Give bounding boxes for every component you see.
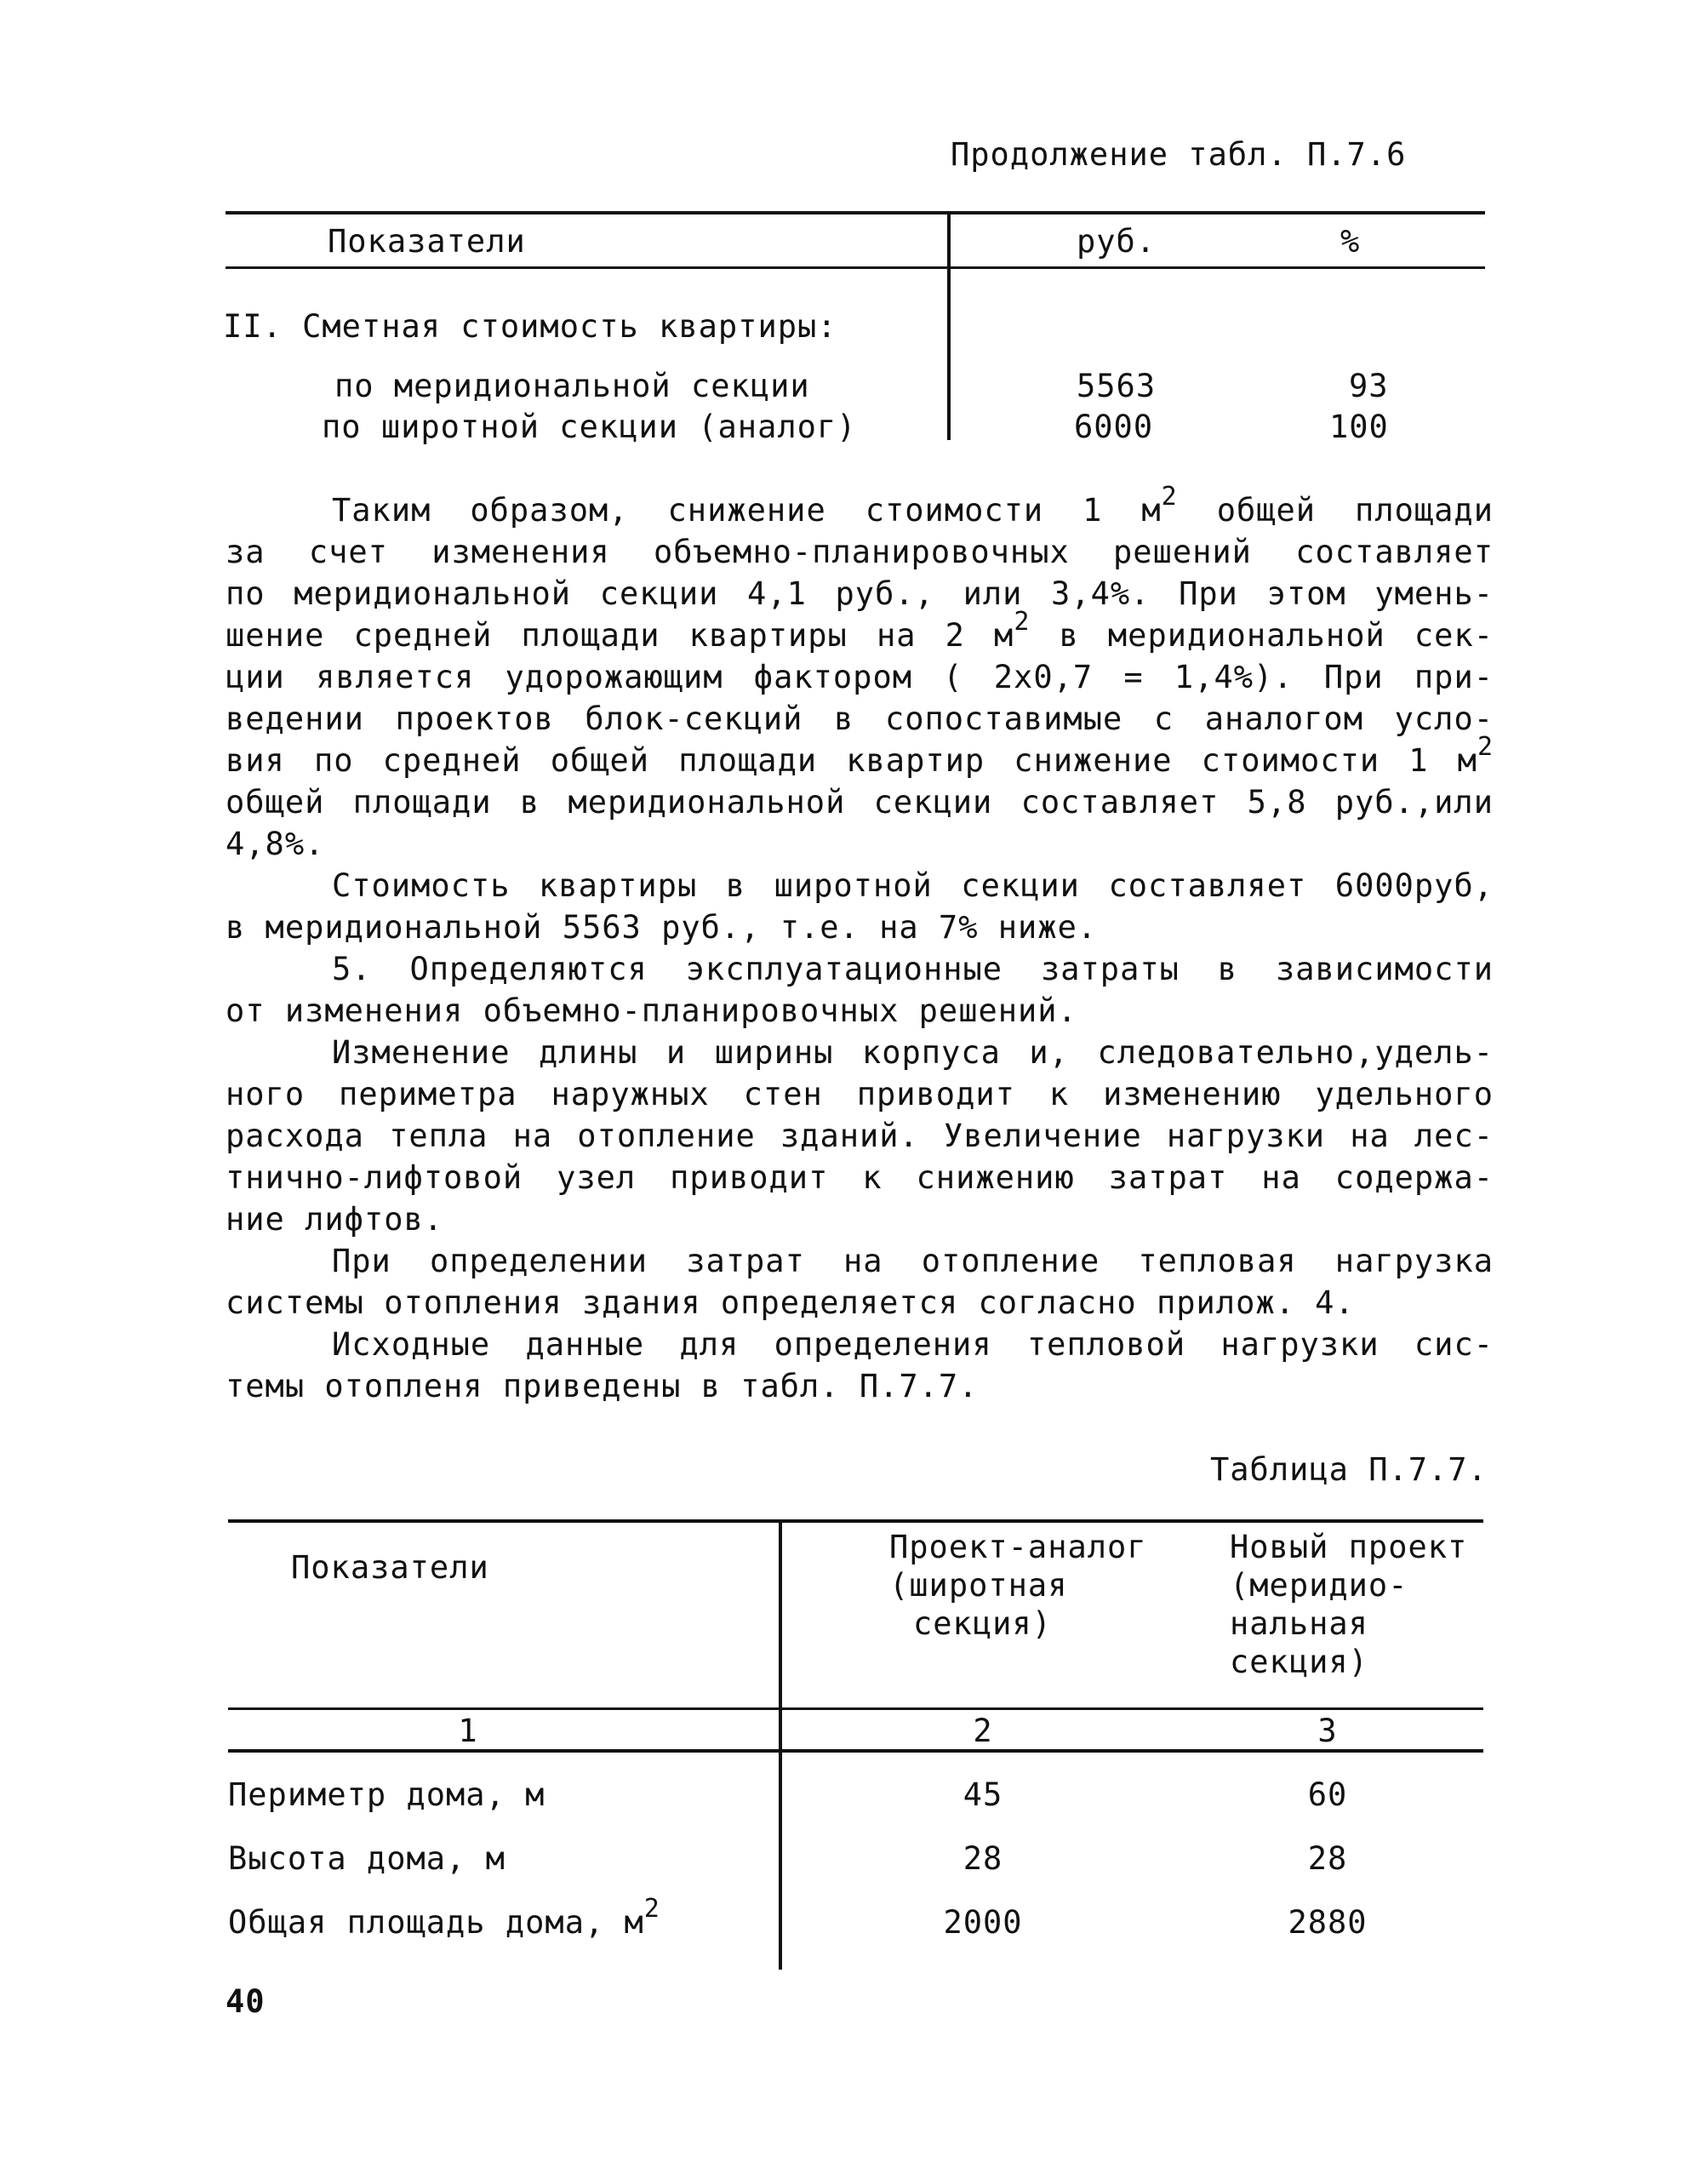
text-line: Таким образом, снижение стоимости 1 $м^2$ общей площади: [332, 481, 1494, 529]
text-line: в меридиональной 5563 руб., т.е. на 7% ниже.: [226, 909, 1098, 946]
header-line: Проект-аналог: [889, 1529, 1147, 1565]
header-line: секция): [1230, 1644, 1368, 1680]
header-line: секция): [913, 1605, 1052, 1642]
table2-number-rule: [228, 1749, 1483, 1753]
table2-header-rule: [228, 1707, 1483, 1710]
table2-row-analog: 2000: [943, 1904, 1023, 1941]
table1-header-rule: [226, 266, 1485, 269]
table2-caption: Таблица П.7.7.: [1210, 1451, 1488, 1488]
table1-column-divider: [947, 214, 951, 440]
text-line: тнично-лифтовой узел приводит к снижению затрат на содержа-: [226, 1159, 1494, 1196]
table1-row-label: по широтной секции (аналог): [322, 409, 857, 445]
paragraph-heating-load: [226, 1240, 1494, 1324]
text-line: от изменения объемно-планировочных решений.: [226, 992, 1077, 1029]
text-line: ведении проектов блок-секций в сопоставимые с аналогом усло-: [226, 701, 1494, 737]
table2-row-analog: 28: [963, 1840, 1003, 1877]
text-line: При определении затрат на отопление тепловая нагрузка: [332, 1243, 1494, 1279]
table1-header-rub: руб.: [1077, 223, 1157, 260]
table1-row-pct: 93: [1349, 368, 1389, 404]
text-line: темы отопленя приведены в табл. П.7.7.: [226, 1368, 979, 1404]
text-line: Стоимость квартиры в широтной секции составляет 6000руб,: [332, 867, 1494, 904]
text-line: 4,8%.: [226, 826, 325, 862]
table1-caption: Продолжение табл. П.7.6: [951, 136, 1407, 173]
table1-header-pct: %: [1340, 223, 1361, 260]
table2-col-number: 3: [1317, 1713, 1338, 1749]
text-line: Изменение длины и ширины корпуса и, следовательно,удель-: [332, 1034, 1494, 1071]
text-line: системы отопления здания определяется согласно прилож. 4.: [226, 1284, 1355, 1321]
table2-row-new: 60: [1307, 1776, 1348, 1813]
table2-row-label: Периметр дома, м: [228, 1776, 546, 1813]
table2-row-analog: 45: [963, 1776, 1003, 1813]
table1-header-indicator: Показатели: [328, 223, 526, 260]
text-line: ного периметра наружных стен приводит к изменению удельного: [226, 1076, 1494, 1112]
paragraph-operating-costs: [226, 948, 1494, 1032]
table1-row-rub: 5563: [1077, 368, 1157, 404]
text-line: расхода тепла на отопление зданий. Увеличение нагрузки на лес-: [226, 1118, 1494, 1154]
header-line: нальная: [1230, 1605, 1368, 1642]
table1-row-pct: 100: [1329, 409, 1389, 445]
table2-header-indicator: Показатели: [291, 1549, 489, 1586]
table1-top-rule: [226, 211, 1485, 214]
text-line: по меридиональной секции 4,1 руб., или 3,4%. При этом умень-: [226, 575, 1494, 612]
text-line: ние лифтов.: [226, 1201, 444, 1238]
header-line: Новый проект: [1230, 1529, 1468, 1565]
text-line: общей площади в меридиональной секции составляет 5,8 руб.,или: [226, 784, 1494, 821]
paragraph-cost-reduction: [226, 481, 1494, 865]
text-line: 5. Определяются эксплуатационные затраты в зависимости: [332, 951, 1494, 987]
text-line: ции является удорожающим фактором ( 2х0,7 = 1,4%). При при-: [226, 659, 1494, 695]
table2-header-analog: [889, 1528, 1147, 1643]
text-line: вия по средней общей площади квартир снижение стоимости 1 $м^2$: [226, 731, 1494, 779]
text-line: за счет изменения объемно-планировочных решений составляет: [226, 534, 1494, 570]
table2-column-divider: [779, 1523, 782, 1970]
table1-row-label: по меридиональной секции: [334, 368, 810, 404]
paragraph-perimeter-change: [226, 1032, 1494, 1240]
table2-header-new: [1230, 1528, 1467, 1681]
table2-row-label: Высота дома, м: [228, 1840, 506, 1877]
table2-col-number: 1: [458, 1713, 478, 1749]
paragraph-source-data: [226, 1324, 1494, 1407]
header-line: (широтная: [889, 1567, 1068, 1604]
table2-row-label: Общая площадь дома, $м^2$: [228, 1893, 660, 1941]
paragraph-apartment-cost: [226, 865, 1494, 948]
table2-row-new: 2880: [1288, 1904, 1368, 1941]
text-line: шение средней площади квартиры на 2 $м^2$ в меридиональной сек-: [226, 606, 1494, 654]
page-number: 40: [226, 1983, 266, 2020]
table2-top-rule: [228, 1519, 1483, 1523]
text-line: Исходные данные для определения тепловой нагрузки сис-: [332, 1326, 1494, 1363]
table1-row-rub: 6000: [1074, 409, 1154, 445]
table1-section-title: II. Сметная стоимость квартиры:: [223, 308, 837, 345]
header-line: (меридио-: [1230, 1567, 1408, 1604]
table2-row-new: 28: [1307, 1840, 1348, 1877]
table2-col-number: 2: [973, 1713, 993, 1749]
